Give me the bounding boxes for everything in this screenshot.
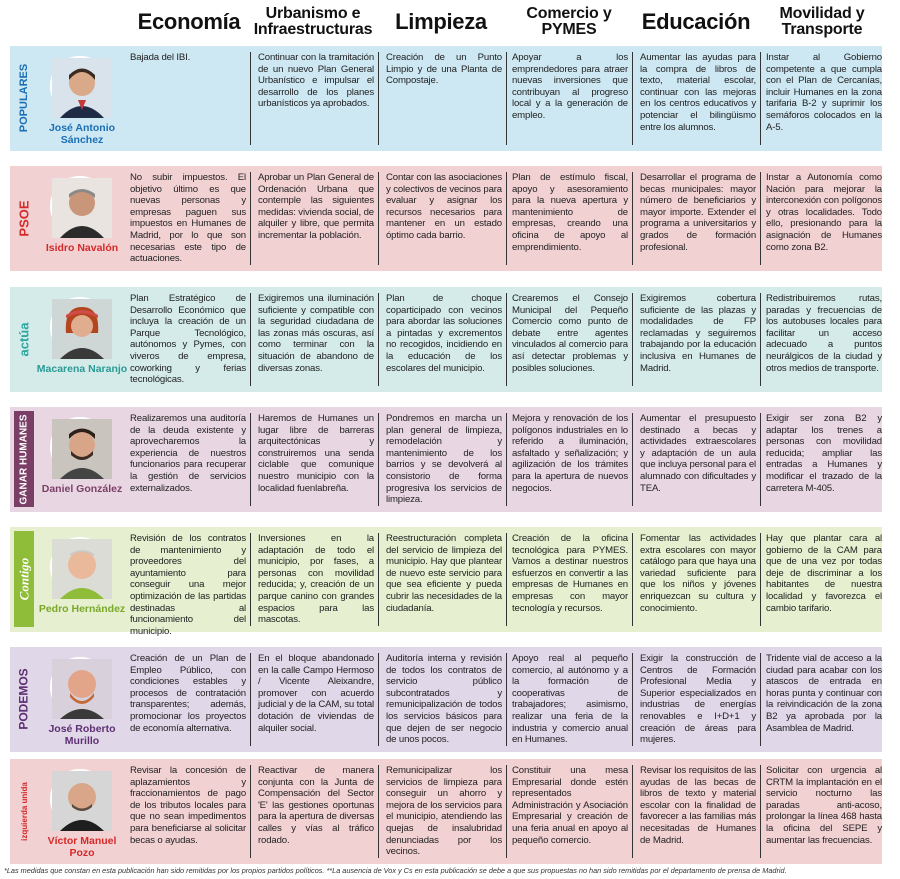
party-info xyxy=(10,287,128,392)
divider xyxy=(760,653,761,746)
cell-limpieza: Reestructuración completa del servicio de limpieza del municipio. Hay que plantear de nuevo este servicio para que sea eficiente y pueda cubrir las necesidades de la ciudadanía. xyxy=(386,533,502,614)
cell-comercio: Creación de la oficina tecnológica para PYMES. Vamos a destinar nuestros esfuerzos en convertir a las empresas de Humanes en empresas con mayor tecnología y recursos. xyxy=(512,533,628,614)
cell-movilidad: Redistribuiremos rutas, paradas y frecuencias de los autobuses locales para facilitar un acceso adecuado a puntos neurálgicos de la ciudad y otros medios de transporte. xyxy=(766,293,882,374)
divider xyxy=(506,653,507,746)
party-row-ganar xyxy=(10,407,882,512)
cell-educacion: Exigiremos cobertura suficiente de las plazas y modalidades de FP reclamadas y seguiremos trabajando por la educación inclusiva en Humanes de Madrid. xyxy=(640,293,756,374)
cell-movilidad: Instar a Autonomía como Nación para mejorar la interconexión con polígonos y otras localidades. Todo ello, presionando para la asignación de Humanes como zona B2. xyxy=(766,172,882,253)
avatar xyxy=(50,176,110,236)
header-limpieza: Limpieza xyxy=(395,9,487,34)
divider xyxy=(632,653,633,746)
party-logo: PSOE xyxy=(16,199,32,237)
cell-movilidad: Hay que plantar cara al gobierno de la CAM para que de una vez por todas deje de discriminar a los habitantes de nuestra localidad y favorezca el cambio tarifario. xyxy=(766,533,882,614)
divider xyxy=(506,172,507,265)
cell-urbanismo: Reactivar de manera conjunta con la Junta de Compensación del Sector 'E' las gestiones oportunas para la apertura de diversas calles y vías al tráfico rodado. xyxy=(258,765,374,846)
cell-educacion: Aumentar las ayudas para la compra de libros de texto, material escolar, continuar con las mejoras en los centros educativos y potenciar el bilingüismo entre los alumnos. xyxy=(640,52,756,133)
divider xyxy=(632,52,633,145)
divider xyxy=(760,533,761,626)
cell-urbanismo: Continuar con la tramitación de un nuevo Plan General Urbanístico e impulsar el desarrollo de los planes urbanísticos ya aprobados. xyxy=(258,52,374,110)
divider xyxy=(250,172,251,265)
divider xyxy=(506,533,507,626)
divider xyxy=(250,293,251,386)
divider xyxy=(632,413,633,506)
party-row-psoe xyxy=(10,166,882,271)
candidate-name: Daniel González xyxy=(41,483,123,495)
cell-comercio: Apoyar a los emprendedores para atraer nuevas inversiones que contribuyan al progreso local y a la generación de empleo. xyxy=(512,52,628,121)
divider xyxy=(506,413,507,506)
divider xyxy=(378,52,379,145)
party-logo: PODEMOS xyxy=(17,668,31,730)
cell-limpieza: Plan de choque coparticipado con vecinos para abordar las soluciones a pintadas y excrementos no recogidos, incidiendo en la educación de los escolares del municipio. xyxy=(386,293,502,374)
party-info xyxy=(10,759,128,864)
divider xyxy=(250,533,251,626)
divider xyxy=(250,52,251,145)
cell-economia: Plan Estratégico de Desarrollo Económico que incluya la creación de un Parque Tecnológico, autónomos y Pymes, con viveros de empresa, coworking y ferias tecnológicas. xyxy=(130,293,246,386)
cell-movilidad: Solicitar con urgencia al CRTM la implantación en el servicio nocturno las paradas anti-acoso, prolongar la línea 468 hasta la oficina del SEPE y aumentar las frecuencias. xyxy=(766,765,882,846)
divider xyxy=(760,413,761,506)
cell-urbanismo: Inversiones en la adaptación de todo el municipio, por fases, a personas con movilidad reducida; y, creación de un parque canino con grandes espacios para las mascotas. xyxy=(258,533,374,626)
party-row-pp xyxy=(10,46,882,151)
divider xyxy=(760,52,761,145)
candidate-name: Macarena Naranjo xyxy=(36,363,128,375)
cell-movilidad: Tridente vial de acceso a la ciudad para acabar con los atascos de entrada en horas punta y continuar con la reivindicación de la zona B2 ya aprobada por la Asamblea de Madrid. xyxy=(766,653,882,734)
cell-movilidad: Instar al Gobierno competente a que cumpla con el Plan de Cercanías, incluir Humanes en la zona tarifaria B-2 y suprimir los semáforos colocados en la A-5. xyxy=(766,52,882,133)
cell-limpieza: Contar con las asociaciones y colectivos de vecinos para evaluar y asignar los recursos necesarios para mantener en un estado óptimo cada barrio. xyxy=(386,172,502,241)
cell-limpieza: Auditoría interna y revisión de todos los contratos de servicio público subcontratados y remunicipalización de todos los servicios básicos para que dejen de ser negocio de unos pocos. xyxy=(386,653,502,746)
divider xyxy=(632,293,633,386)
party-row-actua xyxy=(10,287,882,392)
candidate-name: Isidro Navalón xyxy=(45,242,119,254)
header-educacion: Educación xyxy=(641,9,751,34)
divider xyxy=(378,413,379,506)
candidate-name: Víctor Manuel Pozo xyxy=(47,835,117,859)
divider xyxy=(378,172,379,265)
cell-urbanismo: Aprobar un Plan General de Ordenación Urbana que contemple las siguientes medidas: vivienda social, de alquiler y libre, que permita incrementar la población. xyxy=(258,172,374,241)
avatar xyxy=(50,657,110,717)
divider xyxy=(250,765,251,858)
party-row-iu xyxy=(10,759,882,864)
cell-educacion: Fomentar las actividades extra escolares con mayor catálogo para que haya una variedad suficiente para que los niños y jóvenes enriquezcan su cultura y conocimiento. xyxy=(640,533,756,614)
cell-limpieza: Pondremos en marcha un plan general de limpieza, remodelación y mantenimiento de los barrios y se devolverá al consistorio de forma progresiva los servicios de limpieza. xyxy=(386,413,502,506)
cell-economia: Realizaremos una auditoría de la deuda existente y aprovecharemos la experiencia de nuestros funcionarios para recuperar la gestión de servicios externalizados. xyxy=(130,413,246,494)
cell-comercio: Plan de estímulo fiscal, apoyo y asesoramiento para la nueva apertura y mantenimiento de empresas, creando una oficina de apoyo al emprendimiento. xyxy=(512,172,628,253)
avatar xyxy=(50,417,110,477)
party-info xyxy=(10,647,128,752)
divider xyxy=(250,413,251,506)
cell-urbanismo: Exigiremos una iluminación suficiente y compatible con la seguridad ciudadana de las zonas más oscuras, así como terminar con la situación de abandono de diversas zonas. xyxy=(258,293,374,374)
divider xyxy=(760,765,761,858)
party-info xyxy=(10,407,128,512)
footnote: *Las medidas que constan en esta publicación han sido remitidas por los propios partidos políticos. **La ausencia de Vox y Cs en esta publicación se debe a que sus propuestas no han sido remitidas por el departamento de prensa de Madrid. xyxy=(4,866,787,875)
cell-economia: Bajada del IBI. xyxy=(130,52,191,63)
party-info xyxy=(10,166,128,271)
cell-urbanismo: Haremos de Humanes un lugar libre de barreras arquitectónicas y construiremos una senda ciclable que comunique nuestro municipio con la localidad fuenlabreña. xyxy=(258,413,374,494)
party-logo: Contigo xyxy=(14,531,34,627)
divider xyxy=(378,533,379,626)
cell-educacion: Exigir la construcción de Centros de Formación Profesional Media y Superior especializados en industrias de energías renovables e I+D+1 y creación de áreas para mujeres. xyxy=(640,653,756,746)
header-urbanismo: Urbanismo e Infraestructuras xyxy=(253,5,373,38)
candidate-name: Pedro Hernández xyxy=(38,603,126,615)
divider xyxy=(760,172,761,265)
party-info xyxy=(10,527,128,632)
divider xyxy=(378,293,379,386)
avatar xyxy=(50,297,110,357)
cell-comercio: Mejora y renovación de los polígonos industriales en lo referido a iluminación, asfaltado y señalización; y agilización de los trámites para la apertura de nuevos negocios. xyxy=(512,413,628,494)
divider xyxy=(632,172,633,265)
avatar xyxy=(50,56,110,116)
cell-educacion: Aumentar el presupuesto destinado a becas y actividades extraescolares y adaptación de un aula que incluya personal para el alumnado con dificultades y TEA. xyxy=(640,413,756,494)
party-row-podemos xyxy=(10,647,882,752)
divider xyxy=(632,533,633,626)
cell-educacion: Revisar los requisitos de las ayudas de las becas de libros de texto y material escolar con la finalidad de favorecer a las familias más necesitadas de Humanes de Madrid. xyxy=(640,765,756,846)
header-economia: Economía xyxy=(137,9,241,34)
header-comercio: Comercio y PYMES xyxy=(526,5,612,38)
divider xyxy=(378,765,379,858)
cell-economia: Revisión de los contratos de mantenimiento y proveedores del ayuntamiento para conseguir una mejor optimización de las partidas destinadas al funcionamiento del municipio. xyxy=(130,533,246,637)
cell-comercio: Constituir una mesa Empresarial donde estén representados Administración y Asociación Empresarial y creación de una feria anual en apoyo al pequeño comercio. xyxy=(512,765,628,846)
divider xyxy=(760,293,761,386)
cell-movilidad: Exigir ser zona B2 y adaptar los trenes a personas con movilidad reducida; ampliar las entradas a Humanes y modificar el trazado de la carretera M-405. xyxy=(766,413,882,494)
party-logo: POPULARES xyxy=(18,63,30,133)
cell-economia: Revisar la concesión de aplazamientos y fraccionamientos de pago de los tributos locales para que no sean impedimentos para beneficiarse al solicitar becas o ayudas. xyxy=(130,765,246,846)
divider xyxy=(250,653,251,746)
party-logo: izquierda unida xyxy=(19,781,29,841)
party-logo: actúa xyxy=(16,322,32,356)
cell-limpieza: Remunicipalizar los servicios de limpieza para conseguir un ahorro y mejora de los servicios para el municipio, atendiendo las quejas de insalubridad denunciadas por los vecinos. xyxy=(386,765,502,858)
candidate-name: José Roberto Murillo xyxy=(48,723,116,747)
party-row-contigo xyxy=(10,527,882,637)
column-headers xyxy=(0,0,900,44)
divider xyxy=(506,765,507,858)
party-info xyxy=(10,46,128,151)
divider xyxy=(506,293,507,386)
cell-educacion: Desarrollar el programa de becas municipales: mayor número de beneficiarios y mayor importe. Extender el programa a universitarios y grados de formación profesional. xyxy=(640,172,756,253)
cell-limpieza: Creación de un Punto Limpio y de una Planta de Compostaje. xyxy=(386,52,502,87)
avatar xyxy=(50,537,110,597)
divider xyxy=(506,52,507,145)
candidate-name: José Antonio Sánchez xyxy=(48,122,116,146)
cell-comercio: Apoyo real al pequeño comercio, al autónomo y a la formación de cooperativas de trabajadores; asimismo, realizar una feria de la industria y comercio anual en Humanes. xyxy=(512,653,628,746)
divider xyxy=(632,765,633,858)
party-logo: GANAR HUMANES xyxy=(14,411,34,507)
cell-economia: Creación de un Plan de Empleo Público, con condiciones estables y procesos de contratación transparentes; además, promocionar los proyectos de economía alternativa. xyxy=(130,653,246,734)
header-movilidad: Movilidad y Transporte xyxy=(779,5,865,38)
divider xyxy=(378,653,379,746)
cell-economia: No subir impuestos. El objetivo último es que nuevas personas y empresas paguen sus impuestos en Humanes de Madrid, por lo que son necesarias este tipo de actuaciones. xyxy=(130,172,246,265)
cell-comercio: Crearemos el Consejo Municipal del Pequeño Comercio como punto de debate entre agentes vinculados al comercio para así detectar problemas y posibles soluciones. xyxy=(512,293,628,374)
avatar xyxy=(50,769,110,829)
cell-urbanismo: En el bloque abandonado en la calle Campo Hermoso / Vicente Aleixandre, promover con acuerdo judicial y de la CAM, su total dotación de viviendas de alquiler social. xyxy=(258,653,375,734)
